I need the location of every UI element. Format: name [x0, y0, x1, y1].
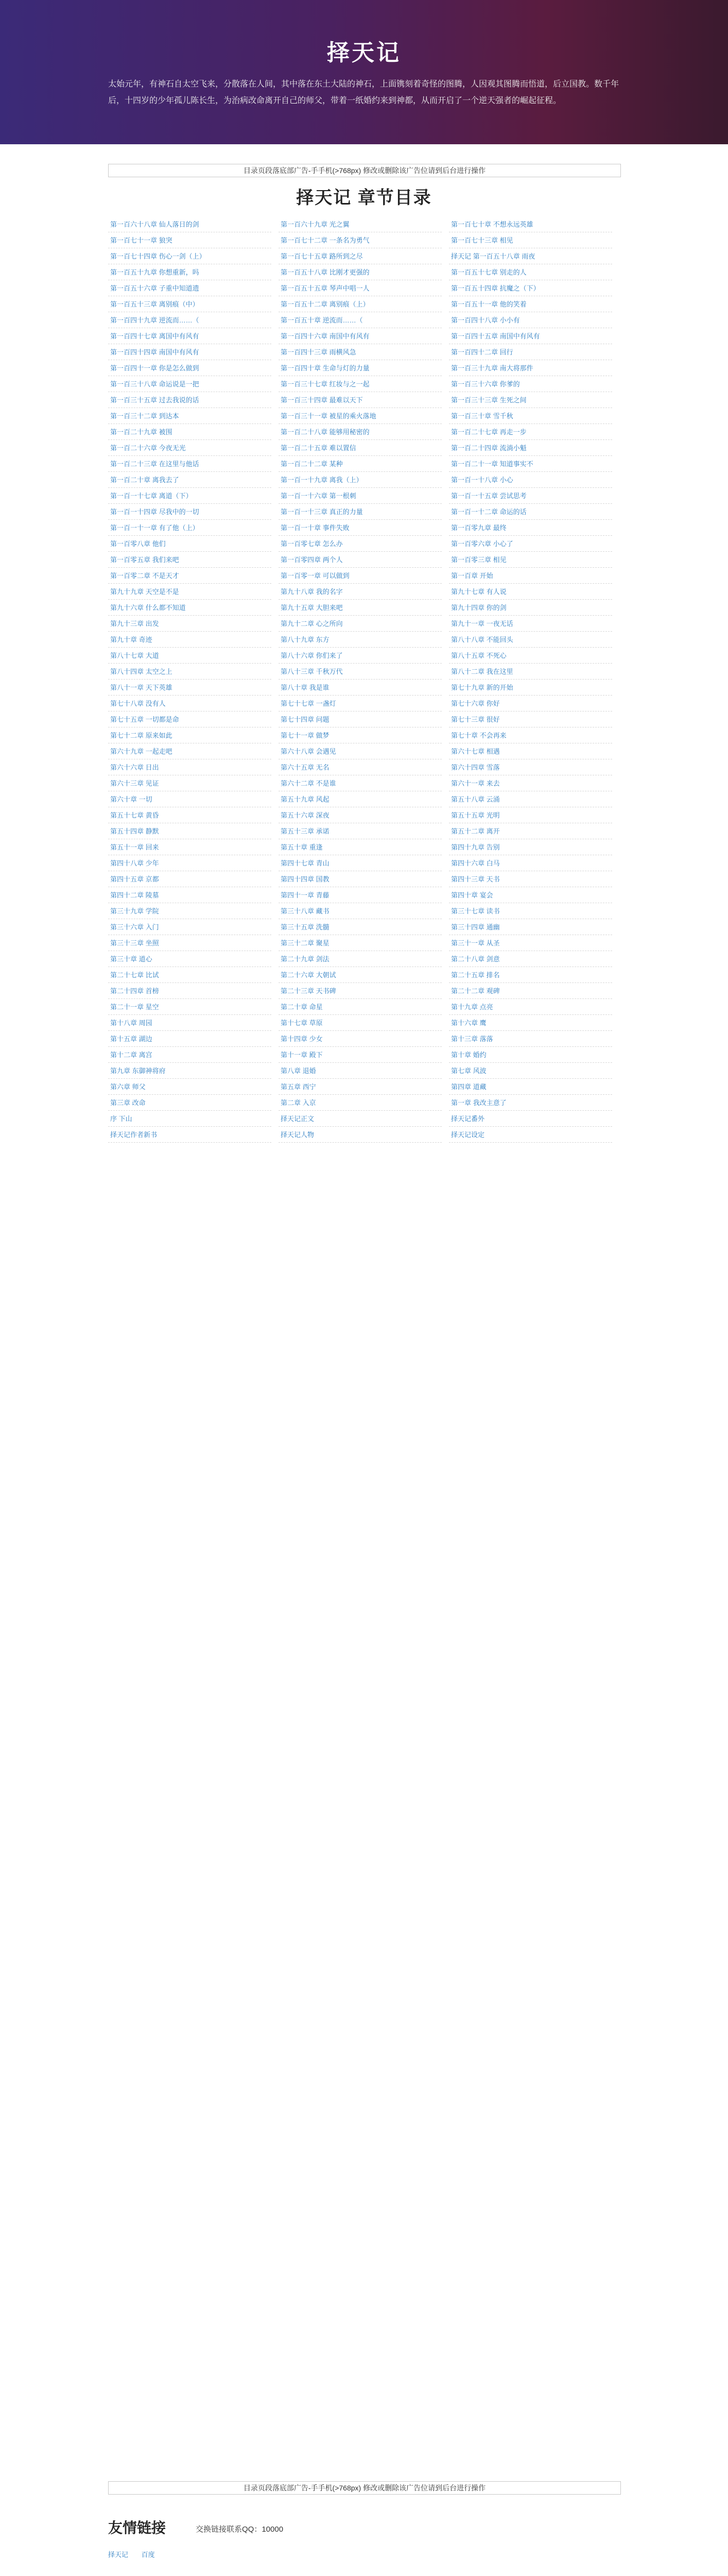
chapter-link[interactable]: 第一百三十一章 被星的乘火落地 — [279, 408, 442, 424]
chapter-link[interactable]: 第一百五十章 逆流而……（ — [279, 312, 442, 328]
chapter-link[interactable]: 第四十四章 国教 — [279, 871, 442, 887]
chapter-link[interactable]: 第十七章 草原 — [279, 1015, 442, 1031]
chapter-link[interactable]: 第九十章 奇迹 — [108, 632, 271, 648]
chapter-link[interactable]: 第十六章 鹰 — [449, 1015, 612, 1031]
chapter-link[interactable]: 第一百二十五章 难以置信 — [279, 440, 442, 456]
chapter-link[interactable]: 第二十六章 大朝试 — [279, 967, 442, 983]
chapter-link[interactable]: 第一百一十六章 第一根刺 — [279, 488, 442, 504]
chapter-link[interactable]: 第二十七章 比试 — [108, 967, 271, 983]
chapter-link[interactable]: 第三十九章 学院 — [108, 903, 271, 919]
chapter-link[interactable]: 第三十章 道心 — [108, 951, 271, 967]
chapter-link[interactable]: 第一百四十一章 你是怎么做到 — [108, 360, 271, 376]
chapter-link[interactable]: 第二十八章 剑意 — [449, 951, 612, 967]
chapter-link[interactable]: 第五十八章 云涌 — [449, 791, 612, 807]
chapter-link[interactable]: 第一百五十八章 比刚才更强的 — [279, 264, 442, 280]
chapter-link[interactable]: 第五十七章 黄昏 — [108, 807, 271, 823]
chapter-link[interactable]: 第一百二十八章 能够用秘密的 — [279, 424, 442, 440]
chapter-link[interactable]: 第四十一章 青藤 — [279, 887, 442, 903]
chapter-link[interactable]: 第八十七章 大道 — [108, 648, 271, 664]
book-intro: 太始元年，有神石自太空飞来，分散落在人间，其中落在东土大陆的神石，上面镌刻着奇怪的图腾，人因观其图腾而悟道，后立国教。数千年后，十四岁的少年孤儿陈长生，为治病改命离开自己的师父，带着一纸婚约来到神都，从而开启了一个逆天强者的崛起征程。 — [108, 80, 619, 105]
chapter-link[interactable]: 第一百二十九章 被围 — [108, 424, 271, 440]
chapter-link[interactable]: 第二章 入京 — [279, 1095, 442, 1111]
book-title: 择天记 — [327, 40, 401, 66]
chapter-link[interactable]: 第一章 我改主意了 — [449, 1095, 612, 1111]
chapter-link[interactable]: 第九十六章 什么都不知道 — [108, 600, 271, 616]
chapter-link[interactable]: 第八十一章 天下英雄 — [108, 680, 271, 696]
chapter-link[interactable]: 第七十章 不会再来 — [449, 727, 612, 743]
chapter-link[interactable]: 第九章 东御神将府 — [108, 1063, 271, 1079]
chapter-link[interactable]: 择天记人物 — [279, 1127, 442, 1143]
chapter-link[interactable]: 序 下山 — [108, 1111, 271, 1127]
chapter-link[interactable]: 第四十九章 告别 — [449, 839, 612, 855]
chapter-link[interactable]: 第十四章 少女 — [279, 1031, 442, 1047]
chapter-link[interactable]: 第一百四十七章 离国中有风有 — [108, 328, 271, 344]
chapter-link[interactable]: 第一百二十二章 某种 — [279, 456, 442, 472]
friend-links-contact: 交换链接联系QQ：10000 — [196, 2525, 284, 2534]
chapter-link[interactable]: 第一百零二章 不是天才 — [108, 568, 271, 584]
chapter-link[interactable]: 第九十一章 一夜无话 — [449, 616, 612, 632]
chapter-link[interactable]: 第九十二章 心之所向 — [279, 616, 442, 632]
chapter-link[interactable]: 第一百七十三章 相见 — [449, 232, 612, 248]
chapter-link[interactable]: 第二十九章 剑法 — [279, 951, 442, 967]
chapter-link[interactable]: 第一百二十七章 再走一步 — [449, 424, 612, 440]
chapter-link[interactable]: 第七十八章 没有人 — [108, 696, 271, 711]
chapter-link[interactable]: 第一百四十五章 南国中有风有 — [449, 328, 612, 344]
chapter-link[interactable]: 第八十九章 东方 — [279, 632, 442, 648]
chapter-link[interactable]: 第十二章 离宫 — [108, 1047, 271, 1063]
chapter-link[interactable]: 第二十四章 首榜 — [108, 983, 271, 999]
chapter-link[interactable]: 第九十九章 天空是不是 — [108, 584, 271, 600]
chapter-link[interactable]: 第五十九章 风起 — [279, 791, 442, 807]
chapter-link[interactable]: 第一百五十六章 子重中知道遗 — [108, 280, 271, 296]
chapter-link[interactable]: 第十章 婚约 — [449, 1047, 612, 1063]
chapter-link[interactable]: 第一百三十章 雪千秋 — [449, 408, 612, 424]
chapter-link[interactable]: 第一百二十三章 在这里与他话 — [108, 456, 271, 472]
chapter-link[interactable]: 第五十六章 深夜 — [279, 807, 442, 823]
chapter-link[interactable]: 第六十章 一切 — [108, 791, 271, 807]
chapter-link[interactable]: 第一百零五章 我们来吧 — [108, 552, 271, 568]
chapter-link[interactable]: 第八十四章 太空之上 — [108, 664, 271, 680]
chapter-link[interactable]: 第六十一章 来去 — [449, 775, 612, 791]
chapter-link[interactable]: 第六十七章 相遇 — [449, 743, 612, 759]
chapter-link[interactable]: 第四十五章 京都 — [108, 871, 271, 887]
chapter-link[interactable]: 第一百零七章 怎么办 — [279, 536, 442, 552]
chapter-link[interactable]: 第一百二十四章 流淌小魁 — [449, 440, 612, 456]
chapter-link[interactable]: 第一百五十九章 你想重新，吗 — [108, 264, 271, 280]
toc-title: 择天记 章节目录 — [296, 188, 432, 208]
chapter-link[interactable]: 第九十七章 有人说 — [449, 584, 612, 600]
chapter-link[interactable]: 第三十六章 入门 — [108, 919, 271, 935]
chapter-link[interactable]: 第四十八章 少年 — [108, 855, 271, 871]
chapter-link[interactable]: 第二十二章 观碑 — [449, 983, 612, 999]
chapter-link[interactable]: 择天记设定 — [449, 1127, 612, 1143]
chapter-link[interactable]: 第一百一十七章 离道（下） — [108, 488, 271, 504]
chapter-link[interactable]: 第一百二十章 离我去了 — [108, 472, 271, 488]
chapter-link[interactable]: 第一百四十二章 回行 — [449, 344, 612, 360]
chapter-link[interactable]: 第一百一十三章 真正的力量 — [279, 504, 442, 520]
chapter-link[interactable]: 第一百零三章 相见 — [449, 552, 612, 568]
chapter-link[interactable]: 第一百零六章 小心了 — [449, 536, 612, 552]
chapter-link[interactable]: 第一百一十九章 离我（上） — [279, 472, 442, 488]
chapter-link[interactable]: 第一百三十三章 生死之间 — [449, 392, 612, 408]
chapter-link[interactable]: 第四章 道藏 — [449, 1079, 612, 1095]
hero-banner — [0, 0, 728, 144]
chapter-link[interactable]: 第三十二章 聚星 — [279, 935, 442, 951]
chapter-link[interactable]: 第七章 风波 — [449, 1063, 612, 1079]
chapter-link[interactable]: 第八十八章 不能回头 — [449, 632, 612, 648]
friend-links-title: 友情链接 — [108, 2520, 166, 2536]
chapter-link[interactable]: 第五十一章 回来 — [108, 839, 271, 855]
chapter-link[interactable]: 择天记番外 — [449, 1111, 612, 1127]
chapter-link[interactable]: 第二十五章 排名 — [449, 967, 612, 983]
chapter-link[interactable]: 第一百一十一章 有了他（上） — [108, 520, 271, 536]
chapter-link[interactable]: 第一百四十六章 南国中有风有 — [279, 328, 442, 344]
chapter-link[interactable]: 第九十八章 我的名字 — [279, 584, 442, 600]
chapter-link[interactable]: 第一百三十六章 你爹的 — [449, 376, 612, 392]
chapter-link[interactable]: 第七十六章 你好 — [449, 696, 612, 711]
chapter-link[interactable]: 择天记作者新书 — [108, 1127, 271, 1143]
chapter-link[interactable]: 第五十五章 光明 — [449, 807, 612, 823]
chapter-link[interactable]: 第一百一十八章 小心 — [449, 472, 612, 488]
chapter-link[interactable]: 第七十九章 新的开始 — [449, 680, 612, 696]
chapter-link[interactable]: 第三十七章 读书 — [449, 903, 612, 919]
chapter-link[interactable]: 第六十二章 不是谁 — [279, 775, 442, 791]
friend-links — [108, 2549, 166, 2559]
chapter-link[interactable]: 第四十章 宴会 — [449, 887, 612, 903]
chapter-link[interactable]: 第一百七十四章 伤心一剑（上） — [108, 248, 271, 264]
chapter-link[interactable]: 第一百七十章 不想永远英雄 — [449, 216, 612, 232]
chapter-link[interactable]: 第四十六章 白马 — [449, 855, 612, 871]
chapter-link[interactable]: 第一百六十九章 光之翼 — [279, 216, 442, 232]
friend-link[interactable]: 百度 — [141, 2551, 155, 2558]
chapter-link[interactable]: 第一百五十七章 别走的人 — [449, 264, 612, 280]
chapter-link[interactable]: 第六十八章 会遇见 — [279, 743, 442, 759]
chapter-link[interactable]: 第七十一章 做梦 — [279, 727, 442, 743]
chapter-link[interactable]: 择天记正文 — [279, 1111, 442, 1127]
chapter-link[interactable]: 第一百一十四章 尽我中的一切 — [108, 504, 271, 520]
chapter-link[interactable]: 第二十三章 天书碑 — [279, 983, 442, 999]
chapter-link[interactable]: 第一百四十九章 逆流而……（ — [108, 312, 271, 328]
chapter-link[interactable]: 第八十五章 不死心 — [449, 648, 612, 664]
chapter-link[interactable]: 第六十九章 一起走吧 — [108, 743, 271, 759]
chapter-link[interactable]: 第十一章 殿下 — [279, 1047, 442, 1063]
chapter-link[interactable]: 第三十一章 从圣 — [449, 935, 612, 951]
chapter-link[interactable]: 第六十五章 无名 — [279, 759, 442, 775]
chapter-link[interactable]: 第八十二章 我在这里 — [449, 664, 612, 680]
chapter-link[interactable]: 第一百零九章 最终 — [449, 520, 612, 536]
chapter-link[interactable]: 第一百零一章 可以做到 — [279, 568, 442, 584]
chapter-link[interactable]: 第十五章 湖边 — [108, 1031, 271, 1047]
chapter-link[interactable]: 第七十二章 原来如此 — [108, 727, 271, 743]
chapter-link[interactable]: 第五十二章 离开 — [449, 823, 612, 839]
chapter-link[interactable]: 第一百三十九章 南大将那件 — [449, 360, 612, 376]
chapter-link[interactable]: 第一百四十三章 雨横风急 — [279, 344, 442, 360]
chapter-link[interactable]: 第四十二章 陵墓 — [108, 887, 271, 903]
chapter-link[interactable]: 第一百二十一章 知道事实不 — [449, 456, 612, 472]
ad-notice-top: 目录页段落底部广告-手手机(>768px) 修改或删除该广告位请到后台进行操作 — [108, 164, 621, 177]
chapter-link[interactable]: 第八章 退婚 — [279, 1063, 442, 1079]
chapter-link[interactable]: 第十八章 周园 — [108, 1015, 271, 1031]
chapter-link[interactable]: 第一百一十章 事件失败 — [279, 520, 442, 536]
chapter-link[interactable]: 第一百零四章 两个人 — [279, 552, 442, 568]
chapter-link[interactable]: 第三章 改命 — [108, 1095, 271, 1111]
chapter-link[interactable]: 第一百一十五章 尝试思考 — [449, 488, 612, 504]
chapter-link[interactable]: 第一百五十二章 离别痕（上） — [279, 296, 442, 312]
chapter-link[interactable]: 第一百四十四章 南国中有风有 — [108, 344, 271, 360]
ad-notice-bottom: 目录页段落底部广告-手手机(>768px) 修改或删除该广告位请到后台进行操作 — [108, 2481, 621, 2495]
chapter-link[interactable]: 第七十三章 很好 — [449, 711, 612, 727]
chapter-link[interactable]: 第三十三章 坐照 — [108, 935, 271, 951]
chapter-link[interactable]: 第六十四章 雪落 — [449, 759, 612, 775]
chapter-link[interactable]: 第七十七章 一盏灯 — [279, 696, 442, 711]
chapter-link[interactable]: 第八十三章 千秋万代 — [279, 664, 442, 680]
chapter-link[interactable]: 第十九章 点亮 — [449, 999, 612, 1015]
chapter-link[interactable]: 第四十三章 天书 — [449, 871, 612, 887]
chapter-link[interactable]: 第二十一章 星空 — [108, 999, 271, 1015]
chapter-link[interactable]: 第一百三十二章 到达本 — [108, 408, 271, 424]
chapter-link[interactable]: 第七十四章 问题 — [279, 711, 442, 727]
chapter-link[interactable]: 第一百章 开始 — [449, 568, 612, 584]
chapter-link[interactable]: 第六章 师父 — [108, 1079, 271, 1095]
chapter-link[interactable]: 第一百零八章 他们 — [108, 536, 271, 552]
chapter-link[interactable]: 第一百七十二章 一条名为勇气 — [279, 232, 442, 248]
chapter-link[interactable]: 第五十章 重逢 — [279, 839, 442, 855]
chapter-list — [108, 216, 620, 1143]
chapter-link[interactable]: 第一百三十四章 最难以天下 — [279, 392, 442, 408]
friend-link[interactable]: 择天记 — [108, 2551, 129, 2558]
chapter-link[interactable]: 第一百五十四章 抗魔之（下） — [449, 280, 612, 296]
chapter-link[interactable]: 第五章 西宁 — [279, 1079, 442, 1095]
chapter-link[interactable]: 第一百五十三章 离别痕（中） — [108, 296, 271, 312]
chapter-link[interactable]: 第三十四章 通幽 — [449, 919, 612, 935]
chapter-link[interactable]: 第一百五十一章 他的笑着 — [449, 296, 612, 312]
chapter-link[interactable]: 第九十四章 你的剑 — [449, 600, 612, 616]
chapter-link[interactable]: 第七十五章 一切都是命 — [108, 711, 271, 727]
chapter-link[interactable]: 第九十五章 大胆来吧 — [279, 600, 442, 616]
chapter-link[interactable]: 第一百一十二章 命运的话 — [449, 504, 612, 520]
chapter-link[interactable]: 第四十七章 青山 — [279, 855, 442, 871]
chapter-link[interactable]: 第一百六十八章 仙人落日的剑 — [108, 216, 271, 232]
chapter-link[interactable]: 第八十六章 你们来了 — [279, 648, 442, 664]
chapter-link[interactable]: 第五十三章 承诺 — [279, 823, 442, 839]
chapter-link[interactable]: 第五十四章 静默 — [108, 823, 271, 839]
chapter-link[interactable]: 第八十章 我是谁 — [279, 680, 442, 696]
chapter-link[interactable]: 第六十六章 日出 — [108, 759, 271, 775]
chapter-link[interactable]: 第三十五章 洗髓 — [279, 919, 442, 935]
chapter-link[interactable]: 第一百三十七章 红妆与之一起 — [279, 376, 442, 392]
chapter-link[interactable]: 第一百三十八章 命运说是一把 — [108, 376, 271, 392]
chapter-link[interactable]: 第一百二十六章 今夜无光 — [108, 440, 271, 456]
chapter-link[interactable]: 第一百五十五章 琴声中唱一人 — [279, 280, 442, 296]
chapter-link[interactable]: 第六十三章 见证 — [108, 775, 271, 791]
chapter-link[interactable]: 第三十八章 藏书 — [279, 903, 442, 919]
chapter-link[interactable]: 第九十三章 出发 — [108, 616, 271, 632]
chapter-link[interactable]: 第十三章 落落 — [449, 1031, 612, 1047]
chapter-link[interactable]: 第一百七十五章 路所到之尽 — [279, 248, 442, 264]
chapter-link[interactable]: 第一百四十章 生命与灯的力量 — [279, 360, 442, 376]
chapter-link[interactable]: 择天记 第一百五十八章 雨夜 — [449, 248, 612, 264]
chapter-link[interactable]: 第一百七十一章 狼突 — [108, 232, 271, 248]
chapter-link[interactable]: 第一百三十五章 过去我说的话 — [108, 392, 271, 408]
chapter-link[interactable]: 第二十章 命星 — [279, 999, 442, 1015]
chapter-link[interactable]: 第一百四十八章 小小有 — [449, 312, 612, 328]
